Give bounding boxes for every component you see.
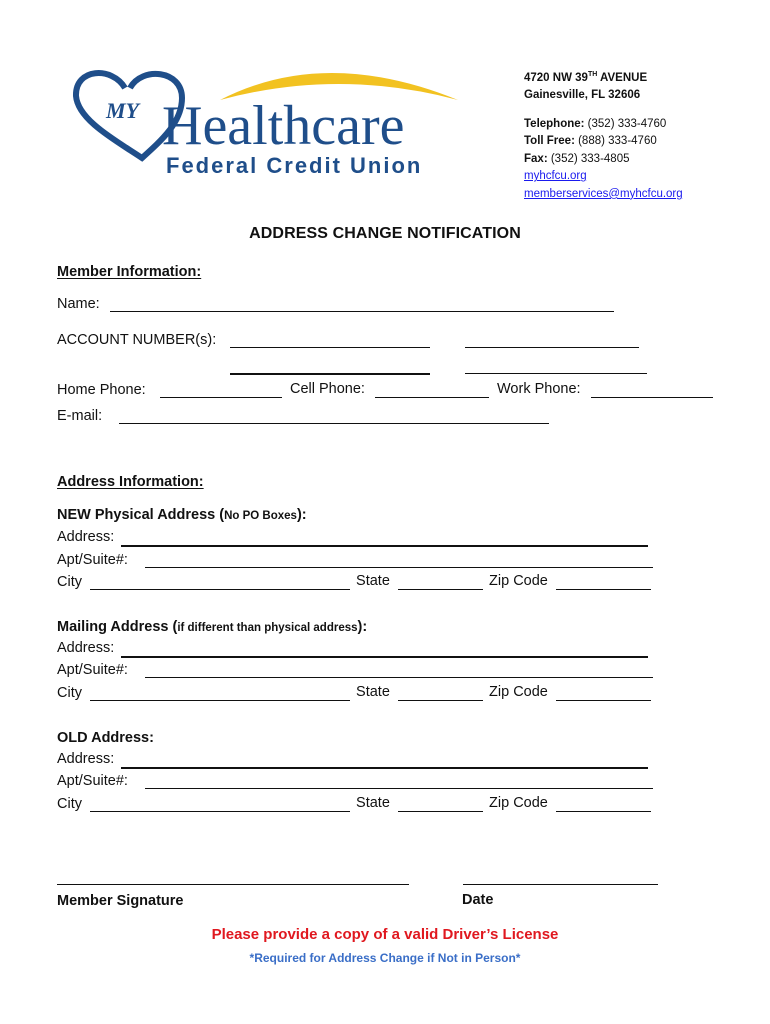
mailing-address-field[interactable] [121,656,648,658]
old-state-label: State [352,795,394,811]
mailing-state-label: State [352,684,394,700]
address-line-2: Gainesville, FL 32606 [524,89,641,102]
fax-line: Fax: (352) 333-4805 [524,152,630,165]
new-city-label: City [57,574,86,590]
account-number-field-3[interactable] [230,373,430,375]
form-title: ADDRESS CHANGE NOTIFICATION [249,225,521,242]
contact-block [524,66,683,203]
required-note: *Required for Address Change if Not in Person* [249,951,521,965]
old-zip-label: Zip Code [485,795,548,811]
member-signature-label: Member Signature [57,893,184,909]
old-city-field[interactable] [90,811,350,812]
mailing-address-header: Mailing Address (if different than physical address): [57,619,368,635]
name-field[interactable] [110,311,614,312]
mailing-city-field[interactable] [90,700,350,701]
new-apt-label: Apt/Suite#: [57,552,132,568]
credit-union-logo [70,58,470,183]
new-physical-address-header: NEW Physical Address (No PO Boxes): [57,507,307,523]
account-number-field-4[interactable] [465,373,647,374]
mailing-apt-label: Apt/Suite#: [57,662,132,678]
new-address-field[interactable] [121,545,648,547]
new-address-label: Address: [57,529,115,545]
new-city-field[interactable] [90,589,350,590]
logo-subtitle-text: Federal Credit Union [166,153,423,178]
account-number-label: ACCOUNT NUMBER(s): [57,332,221,348]
account-number-field-2[interactable] [465,347,639,348]
old-apt-label: Apt/Suite#: [57,773,132,789]
mailing-city-label: City [57,685,86,701]
new-zip-field[interactable] [556,589,651,590]
mailing-address-label: Address: [57,640,115,656]
drivers-license-note: Please provide a copy of a valid Driver’s License [211,926,559,943]
telephone-line: Telephone: (352) 333-4760 [524,117,667,130]
old-address-label: Address: [57,751,115,767]
mailing-zip-field[interactable] [556,700,651,701]
address-line-1: 4720 NW 39TH AVENUE [524,71,648,84]
logo-healthcare-text: Healthcare [162,95,405,157]
member-signature-field[interactable] [57,884,409,885]
mailing-apt-field[interactable] [145,677,653,678]
account-number-field-1[interactable] [230,347,430,348]
tollfree-line: Toll Free: (888) 333-4760 [524,135,657,148]
email-label: E-mail: [57,408,107,424]
logo-my-text: MY [106,98,139,123]
name-label: Name: [57,296,104,312]
new-state-label: State [352,573,394,589]
cell-phone-field[interactable] [375,397,489,398]
new-zip-label: Zip Code [485,573,548,589]
old-apt-field[interactable] [145,788,653,789]
website-link[interactable]: myhcfcu.org [524,170,587,183]
address-info-header: Address Information: [57,474,204,490]
old-state-field[interactable] [398,811,483,812]
date-label: Date [462,892,494,908]
old-city-label: City [57,796,86,812]
mailing-zip-label: Zip Code [485,684,548,700]
old-zip-field[interactable] [556,811,651,812]
cell-phone-label: Cell Phone: [290,381,369,397]
email-field[interactable] [119,423,549,424]
work-phone-field[interactable] [591,397,713,398]
email-link[interactable]: memberservices@myhcfcu.org [524,187,683,200]
new-state-field[interactable] [398,589,483,590]
date-field[interactable] [463,884,658,885]
old-address-header: OLD Address: [57,730,154,746]
mailing-state-field[interactable] [398,700,483,701]
new-apt-field[interactable] [145,567,653,568]
member-info-header: Member Information: [57,264,202,280]
old-address-field[interactable] [121,767,648,769]
home-phone-label: Home Phone: [57,382,150,398]
work-phone-label: Work Phone: [497,381,581,397]
home-phone-field[interactable] [160,397,282,398]
